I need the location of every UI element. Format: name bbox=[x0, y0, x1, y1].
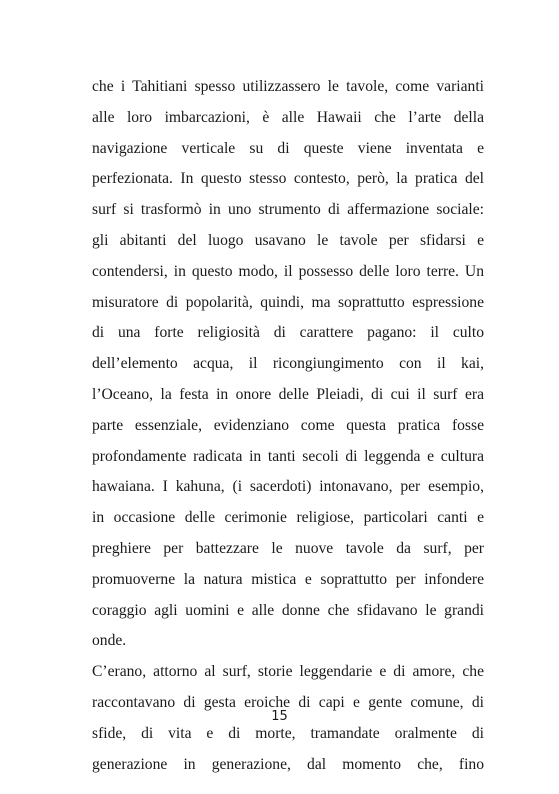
text-line: dell’elemento acqua, il ricongiungimento con il kai, bbox=[92, 355, 484, 373]
text-line: sfide, di vita e di morte, tramandate oralmente di bbox=[92, 724, 484, 742]
text-line: C’erano, attorno al surf, storie leggendarie e di amore, che bbox=[92, 663, 484, 681]
text-line: gli abitanti del luogo usavano le tavole per sfidarsi e bbox=[92, 231, 484, 249]
text-line: hawaiana. I kahuna, (i sacerdoti) intonavano, per esempio, bbox=[92, 478, 484, 496]
text-line: perfezionata. In questo stesso contesto, però, la pratica del bbox=[92, 170, 484, 188]
text-line: navigazione verticale su di queste viene inventata e bbox=[92, 139, 484, 157]
text-line: coraggio agli uomini e alle donne che sfidavano le grandi bbox=[92, 601, 484, 619]
text-line: parte essenziale, evidenziano come questa pratica fosse bbox=[92, 416, 484, 434]
text-line: generazione in generazione, dal momento che, fino bbox=[92, 755, 484, 773]
text-line: che i Tahitiani spesso utilizzassero le tavole, come varianti bbox=[92, 78, 484, 95]
text-line: alle loro imbarcazioni, è alle Hawaii che l’arte della bbox=[92, 108, 484, 126]
text-line: l’Oceano, la festa in onore delle Pleiadi, di cui il surf era bbox=[92, 385, 484, 403]
text-line: contendersi, in questo modo, il possesso delle loro terre. Un bbox=[92, 262, 484, 280]
text-line: preghiere per battezzare le nuove tavole da surf, per bbox=[92, 539, 484, 557]
text-line: profondamente radicata in tanti secoli di leggenda e cultura bbox=[92, 447, 484, 465]
page-number: 15 bbox=[271, 709, 288, 724]
paragraph-last-line: onde. bbox=[92, 632, 127, 650]
text-line: raccontavano di gesta eroiche di capi e gente comune, di bbox=[92, 693, 484, 711]
text-line: misuratore di popolarità, quindi, ma soprattutto espressione bbox=[92, 293, 484, 311]
text-line: in occasione delle cerimonie religiose, particolari canti e bbox=[92, 509, 484, 527]
text-line: surf si trasformò in uno strumento di affermazione sociale: bbox=[92, 201, 484, 219]
text-line: di una forte religiosità di carattere pagano: il culto bbox=[92, 324, 484, 342]
text-line: promuoverne la natura mistica e soprattutto per infondere bbox=[92, 570, 484, 588]
body-text bbox=[92, 72, 484, 780]
